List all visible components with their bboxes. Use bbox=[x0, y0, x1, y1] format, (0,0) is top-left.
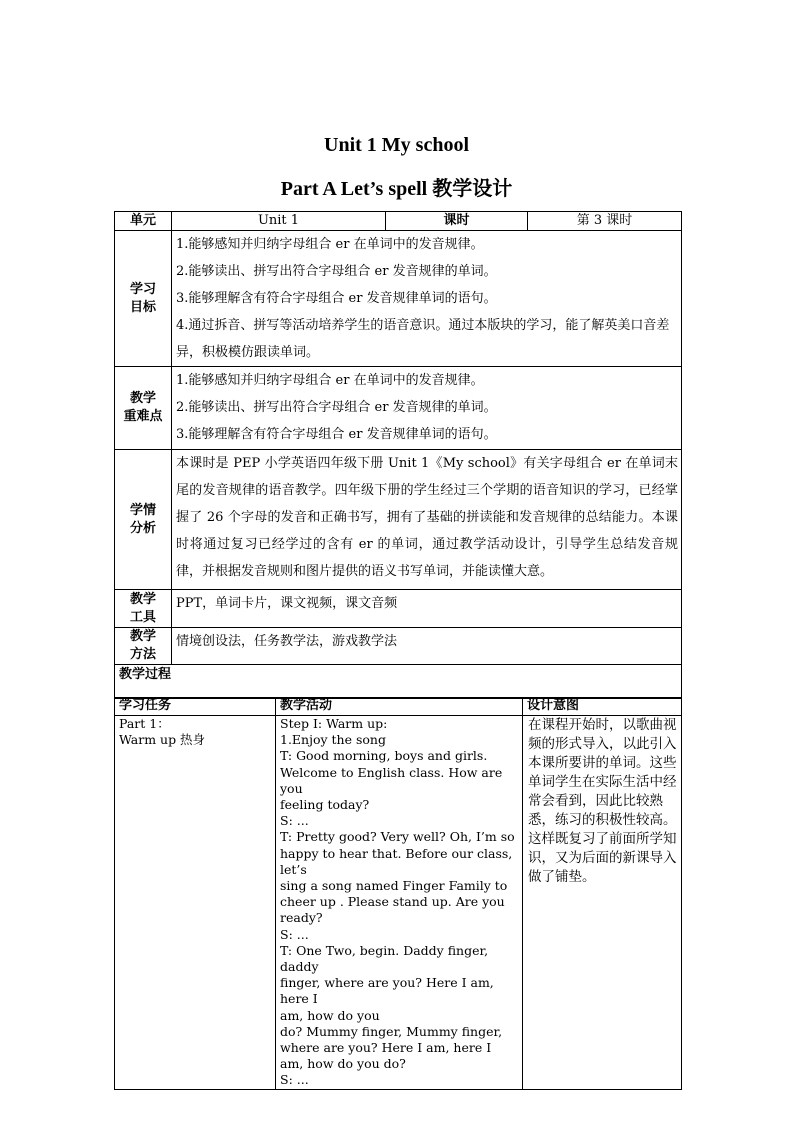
activity-line: Step I: Warm up: bbox=[280, 716, 388, 731]
analysis-row bbox=[115, 450, 682, 590]
task-line: Warm up 热身 bbox=[119, 732, 206, 748]
header-intent: 设计意图 bbox=[523, 698, 682, 716]
activity-line: where are you? Here I am, here I bbox=[280, 1040, 492, 1056]
activity-line: do? Mummy finger, Mummy finger, bbox=[280, 1023, 503, 1039]
unit-value: Unit 1 bbox=[172, 212, 386, 231]
activity-line: S: ... bbox=[280, 926, 309, 942]
methods-text: 情境创设法，任务教学法，游戏教学法 bbox=[176, 634, 398, 649]
period-label: 课时 bbox=[386, 212, 528, 231]
analysis-label-text: 学情 分析 bbox=[129, 502, 156, 536]
methods-row bbox=[115, 628, 682, 665]
process-row bbox=[115, 716, 682, 1090]
activity-line: 1.Enjoy the song bbox=[280, 732, 386, 748]
period-value: 第 3 课时 bbox=[528, 212, 682, 231]
task-line: Part 1： bbox=[119, 716, 170, 731]
activity-line: sing a song named Finger Family to bbox=[280, 878, 508, 894]
activity-line: am, how do you do? bbox=[280, 1056, 406, 1072]
page-subtitle: Part A Let’s spell 教学设计 bbox=[280, 178, 513, 200]
unit-label: 单元 bbox=[115, 212, 172, 231]
objectives-label bbox=[115, 231, 172, 367]
task-cell bbox=[115, 716, 276, 1090]
objectives-row bbox=[115, 231, 682, 367]
activity-line: S: ... bbox=[280, 1072, 309, 1088]
activity-line: happy to hear that. Before our class, let’s bbox=[280, 845, 513, 877]
activity-line: T: Good morning, boys and girls. bbox=[280, 748, 488, 764]
objective-item: 3.能够理解含有符合字母组合 er 发音规律单词的语句。 bbox=[176, 291, 497, 306]
teaching-process-table bbox=[114, 697, 682, 1090]
activity-line: finger, where are you? Here I am, here I bbox=[280, 975, 494, 1007]
activity-line: S: ... bbox=[280, 813, 309, 829]
page-title: Unit 1 My school bbox=[324, 134, 469, 156]
intent-text: 在课程开始时，以歌曲视频的形式导入，以此引入本课所要讲的单词。这些单词学生在实际生活中经常会看到，因此比较熟悉，练习的积极性较高。这样既复习了前面所学知识，又为后面的新课导入做了铺垫。 bbox=[528, 717, 677, 885]
objective-item: 4.通过拆音、拼写等活动培养学生的语音意识。通过本版块的学习，能了解英美口音差异，积极模仿跟读单词。 bbox=[176, 318, 670, 360]
activity-line: ready? bbox=[280, 910, 323, 926]
analysis-content bbox=[172, 450, 682, 590]
keypoints-content bbox=[172, 367, 682, 450]
objective-item: 2.能够读出、拼写出符合字母组合 er 发音规律的单词。 bbox=[176, 264, 497, 279]
methods-content bbox=[172, 628, 682, 665]
keypoint-item: 2.能够读出、拼写出符合字母组合 er 发音规律的单词。 bbox=[176, 400, 497, 415]
header-task: 学习任务 bbox=[115, 698, 276, 716]
activity-line: feeling today? bbox=[280, 797, 370, 813]
objective-item: 1.能够感知并归纳字母组合 er 在单词中的发音规律。 bbox=[176, 237, 484, 252]
info-row bbox=[115, 212, 682, 231]
lesson-info-table bbox=[114, 211, 682, 699]
analysis-label bbox=[115, 450, 172, 590]
process-header-row bbox=[115, 698, 682, 716]
tools-content bbox=[172, 590, 682, 628]
keypoint-item: 1.能够感知并归纳字母组合 er 在单词中的发音规律。 bbox=[176, 373, 484, 388]
activity-line: am, how do you bbox=[280, 1007, 380, 1023]
tools-row bbox=[115, 590, 682, 628]
header-activity: 教学活动 bbox=[276, 698, 523, 716]
activity-line: cheer up . Please stand up. Are you bbox=[280, 894, 505, 910]
keypoint-item: 3.能够理解含有符合字母组合 er 发音规律单词的语句。 bbox=[176, 427, 497, 442]
intent-cell bbox=[523, 716, 682, 1090]
process-label-row bbox=[115, 665, 682, 699]
activity-line: T: Pretty good? Very well? Oh, I’m so bbox=[280, 829, 515, 845]
keypoints-label bbox=[115, 367, 172, 450]
objectives-content bbox=[172, 231, 682, 367]
tools-label bbox=[115, 590, 172, 628]
activity-line: T: One Two, begin. Daddy finger, daddy bbox=[280, 942, 489, 975]
tools-text: PPT，单词卡片，课文视频，课文音频 bbox=[176, 596, 398, 611]
objectives-label-text: 学习 目标 bbox=[129, 281, 156, 315]
analysis-text: 本课时是 PEP 小学英语四年级下册 Unit 1《My school》有关字母组合 er 在单词末尾的发音规律的语音教学。四年级下册的学生经过三个学期的语音知识的学习，已经掌握了 26 个字母的发音和正确书写，拥有了基础的拼读能和发音规律的总结能力。本课时将通过复习已经学过的含有 er 的单词，通过教学活动设计，引导学生总结发音规律，并根据发音规则和图片提供的语义书写单词，并能读懂大意。 bbox=[176, 456, 678, 579]
activity-cell bbox=[276, 716, 523, 1090]
activity-line: Welcome to English class. How are you bbox=[280, 764, 503, 796]
keypoints-row bbox=[115, 367, 682, 450]
tools-label-text: 教学 工具 bbox=[129, 591, 156, 625]
process-label: 教学过程 bbox=[115, 665, 682, 699]
methods-label-text: 教学 方法 bbox=[129, 629, 156, 662]
keypoints-label-text: 教学 重难点 bbox=[123, 391, 163, 424]
methods-label bbox=[115, 628, 172, 665]
